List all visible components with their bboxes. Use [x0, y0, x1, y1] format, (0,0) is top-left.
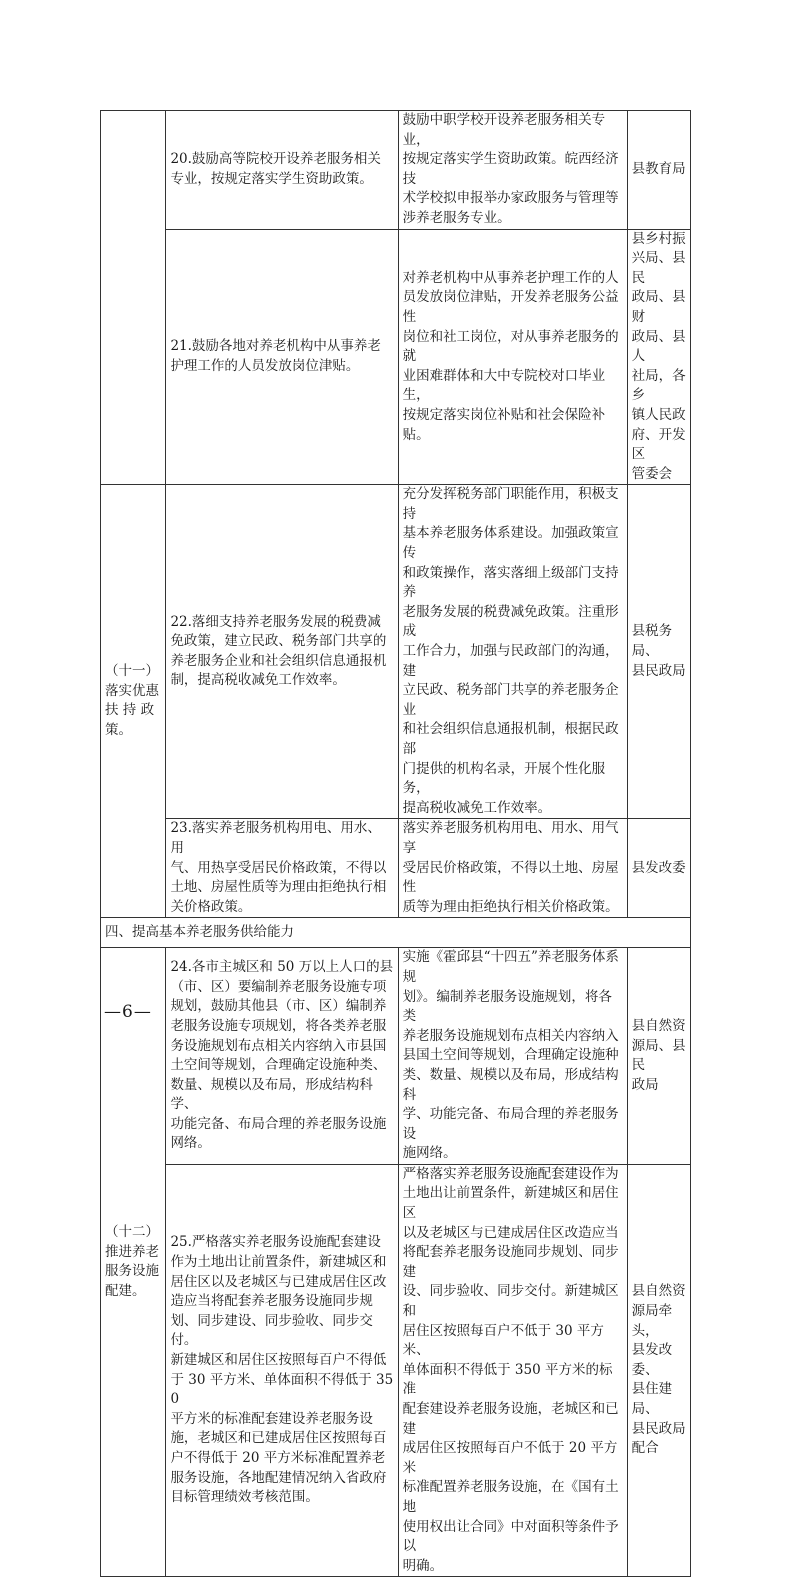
dept-cell: 县发改委: [627, 819, 690, 918]
measure-cell: 严格落实养老服务设施配套建设作为 土地出让前置条件，新建城区和居住区 以及老城区与已建成居住区改造应当 将配套养老服务设施同步规划、同步建 设、同步验收、同步交付。新建城区和 居住区按照每百户不低于 30 平方米、 单体面积不得低于 350 平方米的标准 配套建设养老服务设施，老城区和已建 成居住区按照每百户不低于 20 平方米 标准配置养老服务设施，在《国有土地 使用权出让合同》中对面积等条件予以 明确。: [398, 1164, 627, 1576]
section-header-row: [101, 918, 691, 948]
dept-cell: 县自然资 源局牵头， 县发改委、 县住建局、 县民政局 配合: [627, 1164, 690, 1576]
page-number: —6—: [104, 1002, 152, 1022]
task-cell: 20.鼓励高等院校开设养老服务相关 专业，按规定落实学生资助政策。: [166, 111, 398, 230]
table-row: [101, 111, 691, 230]
policy-task-table: [100, 110, 691, 1577]
section-header: 四、提高基本养老服务供给能力: [101, 918, 691, 948]
group-cell: （十二） 推进养老 服务设施 配建。: [101, 948, 166, 1577]
dept-cell: 县教育局: [627, 111, 690, 230]
task-cell: 21.鼓励各地对养老机构中从事养老 护理工作的人员发放岗位津贴。: [166, 229, 398, 485]
measure-cell: 鼓励中职学校开设养老服务相关专业， 按规定落实学生资助政策。皖西经济技 术学校拟申报举办家政服务与管理等 涉养老服务专业。: [398, 111, 627, 230]
group-cell: （十一） 落实优惠 扶 持 政 策。: [101, 485, 166, 918]
dept-cell: 县自然资 源局、县民 政局: [627, 948, 690, 1165]
table-row: [101, 948, 691, 1165]
task-cell: 25.严格落实养老服务设施配套建设 作为土地出让前置条件，新建城区和 居住区以及老城区与已建成居住区改 造应当将配套养老服务设施同步规 划、同步建设、同步验收、同步交付。 新建城区和居住区按照每百户不得低 于 30 平方米、单体面积不得低于 350 平方米的标准配套建设养老服务设 施，老城区和已建成居住区按照每百 户不得低于 20 平方米标准配置养老 服务设施，各地配建情况纳入省政府 目标管理绩效考核范围。: [166, 1164, 398, 1576]
measure-cell: 充分发挥税务部门职能作用，积极支持 基本养老服务体系建设。加强政策宣传 和政策操作，落实落细上级部门支持养 老服务发展的税费减免政策。注重形成 工作合力，加强与民政部门的沟通，建 立民政、税务部门共享的养老服务企业 和社会组织信息通报机制，根据民政部 门提供的机构名录，开展个性化服务， 提高税收减免工作效率。: [398, 485, 627, 819]
table-row: [101, 229, 691, 485]
measure-cell: 落实养老服务机构用电、用水、用气享 受居民价格政策，不得以土地、房屋性 质等为理由拒绝执行相关价格政策。: [398, 819, 627, 918]
measure-cell: 实施《霍邱县“十四五”养老服务体系规 划》。编制养老服务设施规划，将各类 养老服务设施规划布点相关内容纳入 县国土空间等规划，合理确定设施种 类、数量、规模以及布局，形成结构科 学、功能完备、布局合理的养老服务设 施网络。: [398, 948, 627, 1165]
task-cell: 22.落细支持养老服务发展的税费减 免政策，建立民政、税务部门共享的 养老服务企业和社会组织信息通报机 制，提高税收减免工作效率。: [166, 485, 398, 819]
table-row: [101, 485, 691, 819]
task-cell: 23.落实养老服务机构用电、用水、用 气、用热享受居民价格政策，不得以 土地、房屋性质等为理由拒绝执行相 关价格政策。: [166, 819, 398, 918]
table-row: [101, 1164, 691, 1576]
dept-cell: 县税务局、 县民政局: [627, 485, 690, 819]
group-cell: [101, 111, 166, 485]
dept-cell: 县乡村振 兴局、县民 政局、县财 政局、县人 社局，各乡 镇人民政 府、开发区 管委会: [627, 229, 690, 485]
measure-cell: 对养老机构中从事养老护理工作的人 员发放岗位津贴，开发养老服务公益性 岗位和社工岗位，对从事养老服务的就 业困难群体和大中专院校对口毕业生， 按规定落实岗位补贴和社会保险补贴。: [398, 229, 627, 485]
task-cell: 24.各市主城区和 50 万以上人口的县 （市、区）要编制养老服务设施专项 规划，鼓励其他县（市、区）编制养 老服务设施专项规划，将各类养老服 务设施规划布点相关内容纳入市县国 土空间等规划，合理确定设施种类、 数量、规模以及布局，形成结构科学、 功能完备、布局合理的养老服务设施 网络。: [166, 948, 398, 1165]
table-row: [101, 819, 691, 918]
